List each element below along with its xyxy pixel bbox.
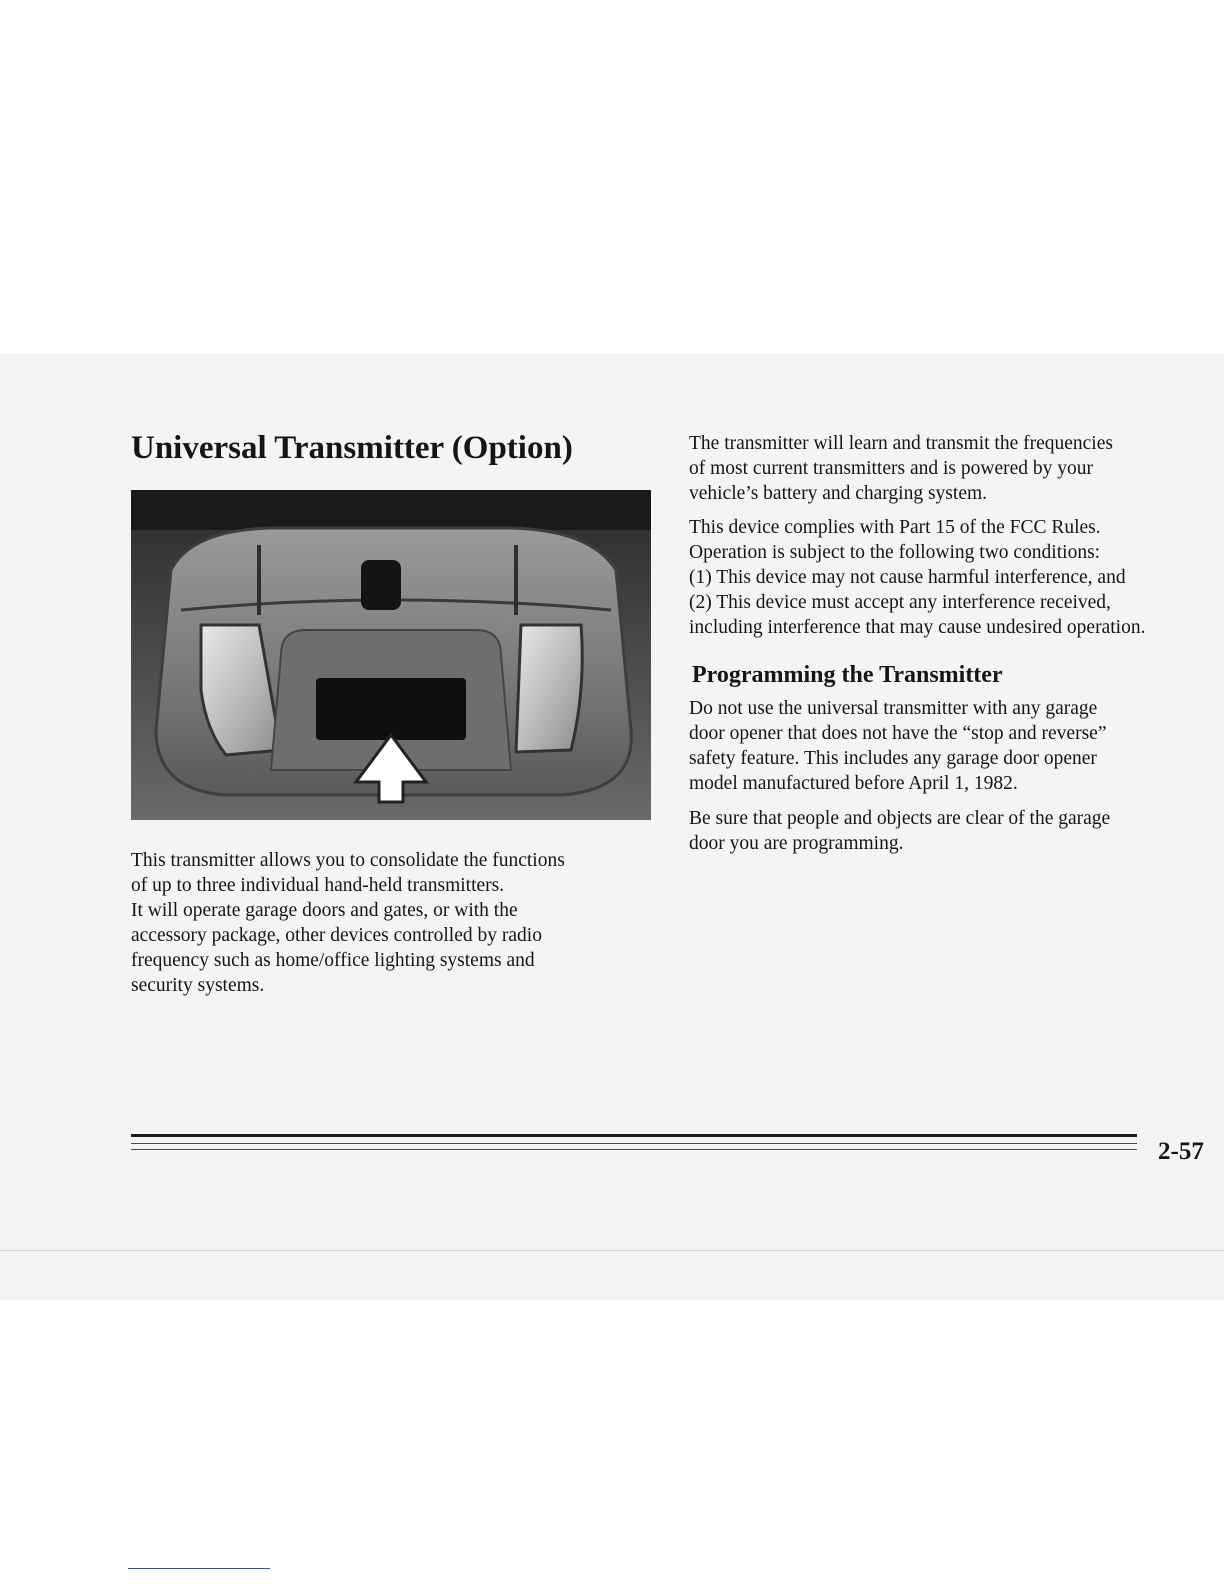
overhead-console-photo: [131, 490, 651, 820]
intro-paragraph: This transmitter allows you to consolidate the functions of up to three individual hand-held transmitters. It will operate garage doors and gates, or with the accessory package, other devices controlled by radio frequency such as home/office lighting systems and security systems.: [131, 850, 565, 996]
footer-rule: [131, 1134, 1137, 1137]
footer-rule-secondary: [131, 1143, 1137, 1144]
warning-paragraph: Do not use the universal transmitter with any garage door opener that does not have the “stop and reverse” safety feature. This includes any garage door opener model manufactured before April 1, 1982.: [689, 698, 1107, 794]
section-subtitle: Programming the Transmitter: [692, 662, 1003, 688]
fcc-paragraph: This device complies with Part 15 of the FCC Rules. Operation is subject to the following two conditions: (1) This device may not cause harmful interference, and (2) This device must accept any interference received, including interference that may cause undesired operation.: [689, 517, 1146, 638]
page-title: Universal Transmitter (Option): [131, 430, 573, 466]
clear-area-paragraph: Be sure that people and objects are clear of the garage door you are programming.: [689, 808, 1111, 854]
learn-paragraph: The transmitter will learn and transmit the frequencies of most current transmitters and is powered by your vehicle’s battery and charging system.: [689, 433, 1113, 504]
page-number: 2-57: [1158, 1138, 1204, 1165]
footer-link-underline: [128, 1568, 270, 1569]
footer-rule-tertiary: [131, 1149, 1137, 1150]
page-edge-divider: [0, 1250, 1224, 1251]
